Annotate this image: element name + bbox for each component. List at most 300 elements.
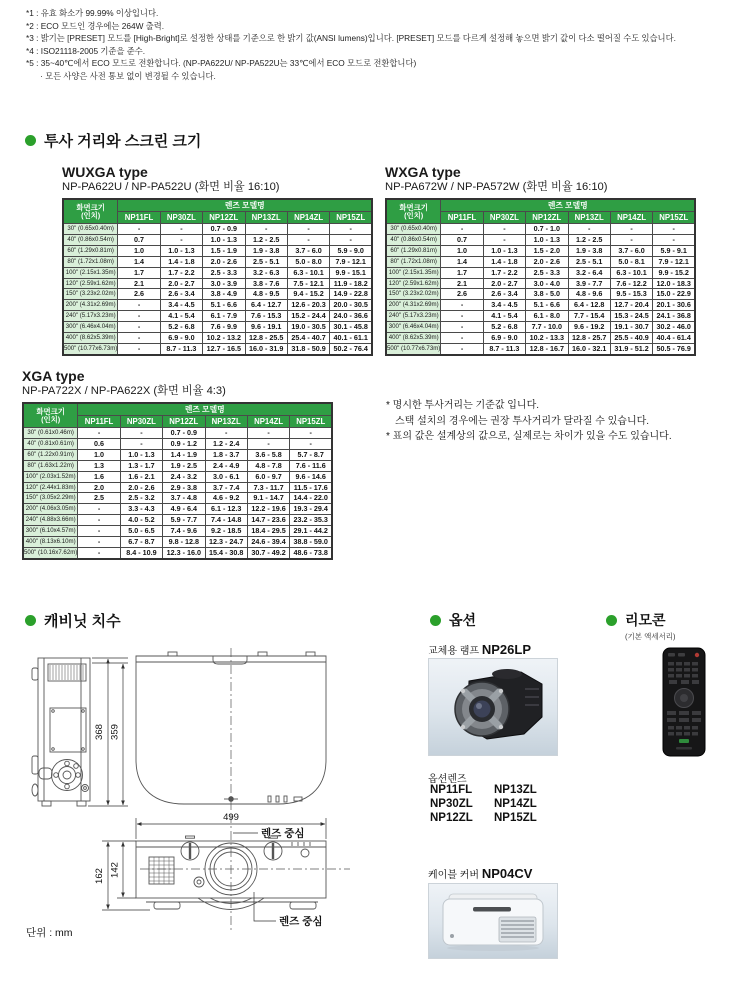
green-bullet-icon	[430, 615, 441, 626]
screen-size-cell: 100" (2.15x1.35m)	[63, 267, 118, 278]
distance-cell: 11.5 - 17.6	[290, 482, 332, 493]
distance-cell: 3.4 - 4.5	[160, 300, 202, 311]
section-title-text: 리모콘	[625, 612, 666, 628]
lens-list-title: 옵션렌즈	[428, 774, 467, 785]
table-row	[23, 449, 332, 460]
distance-cell: 20.1 - 30.6	[653, 300, 695, 311]
table-row	[386, 234, 695, 245]
distance-cell: 2.5	[78, 493, 120, 504]
table-row	[386, 224, 695, 235]
screen-size-cell: 40" (0.81x0.61m)	[23, 438, 78, 449]
distance-cell: 1.7 - 2.2	[160, 267, 202, 278]
lens-model-header-np11fl: NP11FL	[441, 212, 483, 224]
side-note-line: * 표의 값은 설계상의 값으로, 실제로는 차이가 있을 수도 있습니다.	[386, 431, 672, 442]
distance-cell: 3.0 - 3.9	[203, 278, 245, 289]
lens-center-label-top: 렌즈 중심	[261, 827, 305, 840]
distance-cell: -	[78, 515, 120, 526]
distance-cell: 12.8 - 16.7	[526, 343, 568, 354]
screen-size-cell: 500" (10.16x7.62m)	[23, 547, 78, 558]
distance-cell: 12.7 - 20.4	[610, 300, 652, 311]
distance-cell: 6.9 - 9.0	[483, 333, 525, 344]
distance-cell: 14.4 - 22.0	[290, 493, 332, 504]
distance-cell: 7.4 - 14.8	[205, 515, 247, 526]
lens-model-header-np13zl: NP13ZL	[568, 212, 610, 224]
screen-size-cell: 200" (4.31x2.69m)	[386, 300, 441, 311]
footnote-line: *5 : 35~40℃에서 ECO 모드로 전환합니다. (NP-PA622U/ NP-PA522U는 33℃에서 ECO 모드로 전환합니다)	[26, 58, 417, 69]
table-row	[386, 333, 695, 344]
distance-cell: -	[78, 537, 120, 548]
cable-cover-label	[428, 866, 532, 881]
section-title-text: 투사 거리와 스크린 크기	[44, 133, 202, 150]
type-title: WUXGA type	[62, 164, 148, 180]
distance-cell: 1.7	[441, 267, 483, 278]
lens-item: NP14ZL	[494, 798, 537, 810]
model-line: NP-PA672W / NP-PA572W (화면 비율 16:10)	[385, 181, 608, 193]
screen-size-cell: 120" (2.59x1.62m)	[386, 278, 441, 289]
distance-cell: 3.7 - 7.4	[205, 482, 247, 493]
distance-cell: 0.6	[78, 438, 120, 449]
distance-cell: 31.8 - 50.9	[287, 343, 329, 354]
footnote-line: · 모든 사양은 사전 통보 없이 변경될 수 있습니다.	[40, 70, 216, 81]
screen-size-cell: 240" (5.17x3.23m)	[63, 311, 118, 322]
distance-cell: 3.4 - 4.5	[483, 300, 525, 311]
lens-model-header-np14zl: NP14ZL	[610, 212, 652, 224]
distance-cell: -	[290, 428, 332, 439]
screen-size-cell: 100" (2.15x1.35m)	[386, 267, 441, 278]
distance-cell: 0.7	[441, 234, 483, 245]
distance-cell: 12.8 - 25.5	[245, 333, 287, 344]
dimension-142: 142	[109, 862, 121, 878]
distance-cell: 3.7 - 6.0	[610, 245, 652, 256]
distance-cell: 9.2 - 18.5	[205, 526, 247, 537]
wuxga-block	[62, 165, 373, 356]
distance-cell: 6.4 - 12.7	[245, 300, 287, 311]
distance-cell: 1.9 - 2.5	[163, 460, 205, 471]
screen-size-cell: 400" (8.62x5.39m)	[386, 333, 441, 344]
screen-size-cell: 120" (2.59x1.62m)	[63, 278, 118, 289]
distance-cell: 4.1 - 5.4	[160, 311, 202, 322]
distance-cell: 3.6 - 5.8	[247, 449, 289, 460]
distance-cell: -	[483, 234, 525, 245]
distance-cell: 9.6 - 19.1	[245, 322, 287, 333]
lens-item: NP30ZL	[430, 798, 473, 810]
distance-cell: 1.4	[118, 256, 160, 267]
distance-cell: -	[118, 311, 160, 322]
table-row	[386, 245, 695, 256]
lens-model-header-np15zl: NP15ZL	[653, 212, 695, 224]
unit-label: 단위 : mm	[26, 927, 73, 939]
distance-cell: -	[568, 224, 610, 235]
distance-cell: 16.0 - 31.9	[245, 343, 287, 354]
screen-size-cell: 30" (0.65x0.40m)	[63, 224, 118, 235]
table-row	[386, 267, 695, 278]
wxga-block	[385, 165, 696, 356]
dimension-499: 499	[223, 812, 239, 823]
distance-cell: 4.0 - 5.2	[120, 515, 162, 526]
section-title-text: 캐비닛 치수	[44, 613, 121, 630]
table-row	[23, 460, 332, 471]
distance-cell: 1.0	[441, 245, 483, 256]
screen-size-cell: 300" (6.46x4.04m)	[63, 322, 118, 333]
screen-size-cell: 120" (2.44x1.83m)	[23, 482, 78, 493]
distance-cell: 5.0 - 8.1	[610, 256, 652, 267]
distance-cell: 0.7 - 1.0	[526, 224, 568, 235]
table-row	[23, 482, 332, 493]
table-row	[386, 322, 695, 333]
projection-distance-table	[62, 198, 373, 356]
footnote-line: *1 : 유효 화소가 99.99% 이상입니다.	[26, 8, 159, 18]
distance-cell: 25.4 - 40.7	[287, 333, 329, 344]
distance-cell: 50.5 - 76.9	[653, 343, 695, 354]
distance-cell: -	[78, 428, 120, 439]
distance-cell: 5.1 - 6.6	[526, 300, 568, 311]
table-row	[23, 471, 332, 482]
screen-size-header: 화면크기 (인치)	[23, 403, 78, 428]
distance-cell: -	[118, 300, 160, 311]
distance-cell: 3.7 - 6.0	[287, 245, 329, 256]
distance-cell: 1.3 - 1.7	[120, 460, 162, 471]
table-row	[386, 256, 695, 267]
distance-cell: -	[78, 547, 120, 558]
distance-cell: 5.0 - 6.5	[120, 526, 162, 537]
cable-cover-illustration	[429, 884, 557, 958]
distance-cell: 2.6	[118, 289, 160, 300]
distance-cell: 3.2 - 6.4	[568, 267, 610, 278]
distance-cell: 12.2 - 19.6	[247, 504, 289, 515]
green-bullet-icon	[606, 615, 617, 626]
distance-cell: 1.0 - 1.3	[526, 234, 568, 245]
distance-cell: 1.3	[78, 460, 120, 471]
distance-cell: 23.2 - 35.3	[290, 515, 332, 526]
distance-cell: 2.0 - 2.7	[483, 278, 525, 289]
lens-center-label-bottom: 렌즈 중심	[279, 915, 323, 928]
screen-size-header: 화면크기 (인치)	[386, 199, 441, 224]
distance-cell: -	[441, 343, 483, 354]
distance-cell: -	[441, 333, 483, 344]
section-title-text: 옵션	[449, 612, 477, 628]
distance-cell: 0.9 - 1.2	[163, 438, 205, 449]
distance-cell: 14.9 - 22.8	[330, 289, 372, 300]
distance-cell: 7.3 - 11.7	[247, 482, 289, 493]
distance-cell: 1.7 - 2.2	[483, 267, 525, 278]
lens-model-header-np15zl: NP15ZL	[290, 416, 332, 428]
distance-cell: 30.7 - 49.2	[247, 547, 289, 558]
distance-cell: -	[120, 428, 162, 439]
distance-cell: 1.2 - 2.4	[205, 438, 247, 449]
distance-cell: -	[78, 526, 120, 537]
distance-cell: 6.7 - 8.7	[120, 537, 162, 548]
lamp-label-text: 교체용 램프	[428, 646, 482, 657]
lens-item: NP12ZL	[430, 812, 473, 824]
distance-cell: 29.1 - 44.2	[290, 526, 332, 537]
distance-cell: 1.2 - 2.5	[245, 234, 287, 245]
distance-cell: 9.9 - 15.2	[653, 267, 695, 278]
distance-cell: 11.9 - 18.2	[330, 278, 372, 289]
dimension-359: 359	[109, 724, 121, 740]
cable-label-text: 케이블 커버	[428, 870, 482, 881]
type-title: XGA type	[22, 368, 85, 384]
screen-size-cell: 150" (3.23x2.02m)	[386, 289, 441, 300]
lens-model-header-np12zl: NP12ZL	[163, 416, 205, 428]
projection-distance-table	[385, 198, 696, 356]
distance-cell: 3.9 - 7.7	[568, 278, 610, 289]
green-bullet-icon	[25, 615, 36, 626]
lens-item: NP15ZL	[494, 812, 537, 824]
distance-cell: 8.7 - 11.3	[160, 343, 202, 354]
model-line: NP-PA722X / NP-PA622X (화면 비율 4:3)	[22, 385, 226, 397]
lens-model-header-np12zl: NP12ZL	[526, 212, 568, 224]
lamp-illustration	[429, 659, 557, 755]
distance-cell: 2.0 - 2.6	[526, 256, 568, 267]
distance-cell: -	[78, 504, 120, 515]
screen-size-cell: 40" (0.86x0.54m)	[63, 234, 118, 245]
screen-size-cell: 500" (10.77x6.73m)	[386, 343, 441, 354]
distance-cell: 30.1 - 45.8	[330, 322, 372, 333]
screen-size-cell: 400" (8.13x6.10m)	[23, 537, 78, 548]
cabinet-drawing	[18, 636, 398, 946]
distance-cell: 5.9 - 9.0	[330, 245, 372, 256]
distance-cell: 12.7 - 16.5	[203, 343, 245, 354]
screen-size-cell: 80" (1.72x1.08m)	[63, 256, 118, 267]
distance-cell: -	[118, 224, 160, 235]
distance-cell: 19.1 - 30.7	[610, 322, 652, 333]
distance-cell: 2.5 - 3.2	[120, 493, 162, 504]
distance-cell: 2.4 - 3.2	[163, 471, 205, 482]
distance-cell: 2.5 - 5.1	[568, 256, 610, 267]
screen-size-cell: 60" (1.29x0.81m)	[63, 245, 118, 256]
distance-cell: 5.9 - 9.1	[653, 245, 695, 256]
distance-cell: 48.6 - 73.8	[290, 547, 332, 558]
distance-cell: 2.6	[441, 289, 483, 300]
distance-cell: -	[441, 311, 483, 322]
lens-model-header-np13zl: NP13ZL	[245, 212, 287, 224]
distance-cell: 2.0 - 2.6	[120, 482, 162, 493]
table-row	[63, 289, 372, 300]
distance-cell: 19.0 - 30.5	[287, 322, 329, 333]
type-title: WXGA type	[385, 164, 461, 180]
distance-cell: -	[120, 438, 162, 449]
distance-cell: 6.0 - 9.7	[247, 471, 289, 482]
distance-cell: 1.0	[118, 245, 160, 256]
footnote-line: *4 : ISO21118-2005 기준을 준수.	[26, 45, 146, 56]
screen-size-cell: 30" (0.61x0.46m)	[23, 428, 78, 439]
lens-model-header-np12zl: NP12ZL	[203, 212, 245, 224]
lamp-model: NP26LP	[481, 642, 531, 657]
screen-size-header: 화면크기 (인치)	[63, 199, 118, 224]
distance-cell: 3.8 - 7.6	[245, 278, 287, 289]
distance-cell: -	[653, 224, 695, 235]
table-row	[23, 515, 332, 526]
distance-cell: 7.4 - 9.6	[163, 526, 205, 537]
dimension-368: 368	[94, 724, 105, 740]
distance-cell: 7.9 - 12.1	[653, 256, 695, 267]
distance-cell: 4.6 - 9.2	[205, 493, 247, 504]
distance-cell: 1.8 - 3.7	[205, 449, 247, 460]
dimension-162: 162	[94, 868, 105, 884]
distance-cell: 4.8 - 9.6	[568, 289, 610, 300]
screen-size-cell: 300" (6.10x4.57m)	[23, 526, 78, 537]
distance-cell: -	[441, 300, 483, 311]
distance-cell: 16.0 - 32.1	[568, 343, 610, 354]
table-row	[63, 267, 372, 278]
distance-cell: 2.1	[118, 278, 160, 289]
distance-cell: 7.6 - 12.2	[610, 278, 652, 289]
xga-table-holder	[22, 402, 333, 560]
table-row	[63, 224, 372, 235]
table-row	[386, 278, 695, 289]
distance-cell: 10.2 - 13.3	[526, 333, 568, 344]
distance-cell: 15.3 - 24.5	[610, 311, 652, 322]
section-title-remote	[606, 610, 666, 630]
screen-size-cell: 240" (5.17x3.23m)	[386, 311, 441, 322]
distance-cell: -	[290, 438, 332, 449]
screen-size-cell: 500" (10.77x6.73m)	[63, 343, 118, 354]
distance-cell: 14.7 - 23.6	[247, 515, 289, 526]
distance-cell: 7.7 - 10.0	[526, 322, 568, 333]
lens-model-header-np14zl: NP14ZL	[287, 212, 329, 224]
distance-cell: 0.7 - 0.9	[163, 428, 205, 439]
distance-cell: 20.0 - 30.5	[330, 300, 372, 311]
distance-cell: -	[330, 234, 372, 245]
distance-cell: 9.9 - 15.1	[330, 267, 372, 278]
distance-cell: 25.5 - 40.9	[610, 333, 652, 344]
lens-model-header-np11fl: NP11FL	[118, 212, 160, 224]
distance-cell: 4.8 - 9.5	[245, 289, 287, 300]
xga-block	[22, 369, 333, 560]
section-title-projection	[25, 130, 201, 151]
distance-cell: 1.2 - 2.5	[568, 234, 610, 245]
distance-cell: 7.6 - 15.3	[245, 311, 287, 322]
distance-cell: 1.7	[118, 267, 160, 278]
lens-model-header-np11fl: NP11FL	[78, 416, 120, 428]
distance-cell: 8.4 - 10.9	[120, 547, 162, 558]
distance-cell: 1.0 - 1.3	[203, 234, 245, 245]
screen-size-cell: 60" (1.29x0.81m)	[386, 245, 441, 256]
distance-cell: 1.0	[78, 449, 120, 460]
screen-size-cell: 200" (4.06x3.05m)	[23, 504, 78, 515]
table-row	[23, 428, 332, 439]
lens-model-group-header: 렌즈 모델명	[118, 199, 372, 212]
distance-cell: 1.5 - 2.0	[526, 245, 568, 256]
projection-side-notes	[386, 398, 672, 445]
distance-cell: 1.0 - 1.3	[120, 449, 162, 460]
side-note-line: 스택 설치의 경우에는 권장 투사거리가 달라질 수 있습니다.	[395, 415, 650, 427]
lamp-image	[428, 658, 558, 756]
distance-cell: 15.0 - 22.9	[653, 289, 695, 300]
distance-cell: 24.1 - 36.8	[653, 311, 695, 322]
section-title-options	[430, 610, 476, 630]
table-row	[63, 256, 372, 267]
screen-size-cell: 30" (0.65x0.40m)	[386, 224, 441, 235]
table-row	[23, 504, 332, 515]
screen-size-cell: 100" (2.03x1.52m)	[23, 471, 78, 482]
footnotes	[26, 7, 676, 83]
distance-cell: 7.5 - 12.1	[287, 278, 329, 289]
distance-cell: 4.9 - 6.4	[163, 504, 205, 515]
screen-size-cell: 80" (1.63x1.22m)	[23, 460, 78, 471]
distance-cell: -	[441, 224, 483, 235]
table-row	[23, 493, 332, 504]
screen-size-cell: 40" (0.86x0.54m)	[386, 234, 441, 245]
distance-cell: 6.9 - 9.0	[160, 333, 202, 344]
lens-model-header-np13zl: NP13ZL	[205, 416, 247, 428]
table-row	[63, 234, 372, 245]
distance-cell: 6.1 - 7.9	[203, 311, 245, 322]
model-line: NP-PA622U / NP-PA522U (화면 비율 16:10)	[62, 181, 280, 193]
distance-cell: 0.7	[118, 234, 160, 245]
distance-cell: 6.3 - 10.1	[287, 267, 329, 278]
cable-model: NP04CV	[481, 866, 533, 881]
footnote-line: *3 : 밝기는 [PRESET] 모드를 [High-Bright]로 설정한 상태를 기준으로 한 밝기 값(ANSI lumens)입니다. [PRESET] 모드를 다르게 설정해 놓으면 밝기 값이 다소 떨어질 수도 있습니다.	[26, 33, 676, 44]
distance-cell: 3.2 - 6.3	[245, 267, 287, 278]
distance-cell: 1.4 - 1.9	[163, 449, 205, 460]
distance-cell: 1.6 - 2.1	[120, 471, 162, 482]
distance-cell: 1.9 - 3.8	[245, 245, 287, 256]
distance-cell: -	[247, 438, 289, 449]
table-row	[63, 343, 372, 354]
distance-cell: 2.0 - 2.6	[203, 256, 245, 267]
distance-cell: 2.4 - 4.9	[205, 460, 247, 471]
distance-cell: 12.0 - 18.3	[653, 278, 695, 289]
distance-cell: 7.9 - 12.1	[330, 256, 372, 267]
distance-cell: 1.9 - 3.8	[568, 245, 610, 256]
distance-cell: 2.9 - 3.8	[163, 482, 205, 493]
section-title-cabinet	[25, 610, 121, 631]
table-row	[63, 311, 372, 322]
distance-cell: -	[610, 234, 652, 245]
distance-cell: 2.5 - 5.1	[245, 256, 287, 267]
side-view	[32, 658, 90, 806]
distance-cell: 9.6 - 14.6	[290, 471, 332, 482]
distance-cell: 6.3 - 10.1	[610, 267, 652, 278]
screen-size-cell: 60" (1.22x0.91m)	[23, 449, 78, 460]
distance-cell: 2.5 - 3.3	[203, 267, 245, 278]
distance-cell: 38.8 - 59.0	[290, 537, 332, 548]
distance-cell: 7.6 - 9.9	[203, 322, 245, 333]
distance-cell: 40.1 - 61.1	[330, 333, 372, 344]
distance-cell: 4.1 - 5.4	[483, 311, 525, 322]
distance-cell: 3.8 - 5.0	[526, 289, 568, 300]
distance-cell: 6.4 - 12.8	[568, 300, 610, 311]
table-row	[23, 537, 332, 548]
lens-item: NP13ZL	[494, 784, 537, 796]
distance-cell: 5.7 - 8.7	[290, 449, 332, 460]
distance-cell: 9.6 - 19.2	[568, 322, 610, 333]
distance-cell: -	[287, 234, 329, 245]
distance-cell: 40.4 - 61.4	[653, 333, 695, 344]
distance-cell: -	[330, 224, 372, 235]
screen-size-cell: 200" (4.31x2.69m)	[63, 300, 118, 311]
lens-model-header-np30zl: NP30ZL	[120, 416, 162, 428]
distance-cell: 2.0 - 2.7	[160, 278, 202, 289]
wxga-table-holder	[385, 198, 696, 356]
lens-model-header-np15zl: NP15ZL	[330, 212, 372, 224]
table-row	[386, 289, 695, 300]
lens-model-header-np14zl: NP14ZL	[247, 416, 289, 428]
table-row	[63, 333, 372, 344]
distance-cell: 31.9 - 51.2	[610, 343, 652, 354]
distance-cell: 19.3 - 29.4	[290, 504, 332, 515]
distance-cell: -	[160, 234, 202, 245]
remote-subtitle: (기본 액세서리)	[625, 632, 676, 641]
lens-list	[430, 784, 558, 824]
distance-cell: 1.6	[78, 471, 120, 482]
distance-cell: 7.7 - 15.4	[568, 311, 610, 322]
distance-cell: 2.0	[78, 482, 120, 493]
cable-cover-image	[428, 883, 558, 959]
distance-cell: 1.4	[441, 256, 483, 267]
wuxga-table-holder	[62, 198, 373, 356]
